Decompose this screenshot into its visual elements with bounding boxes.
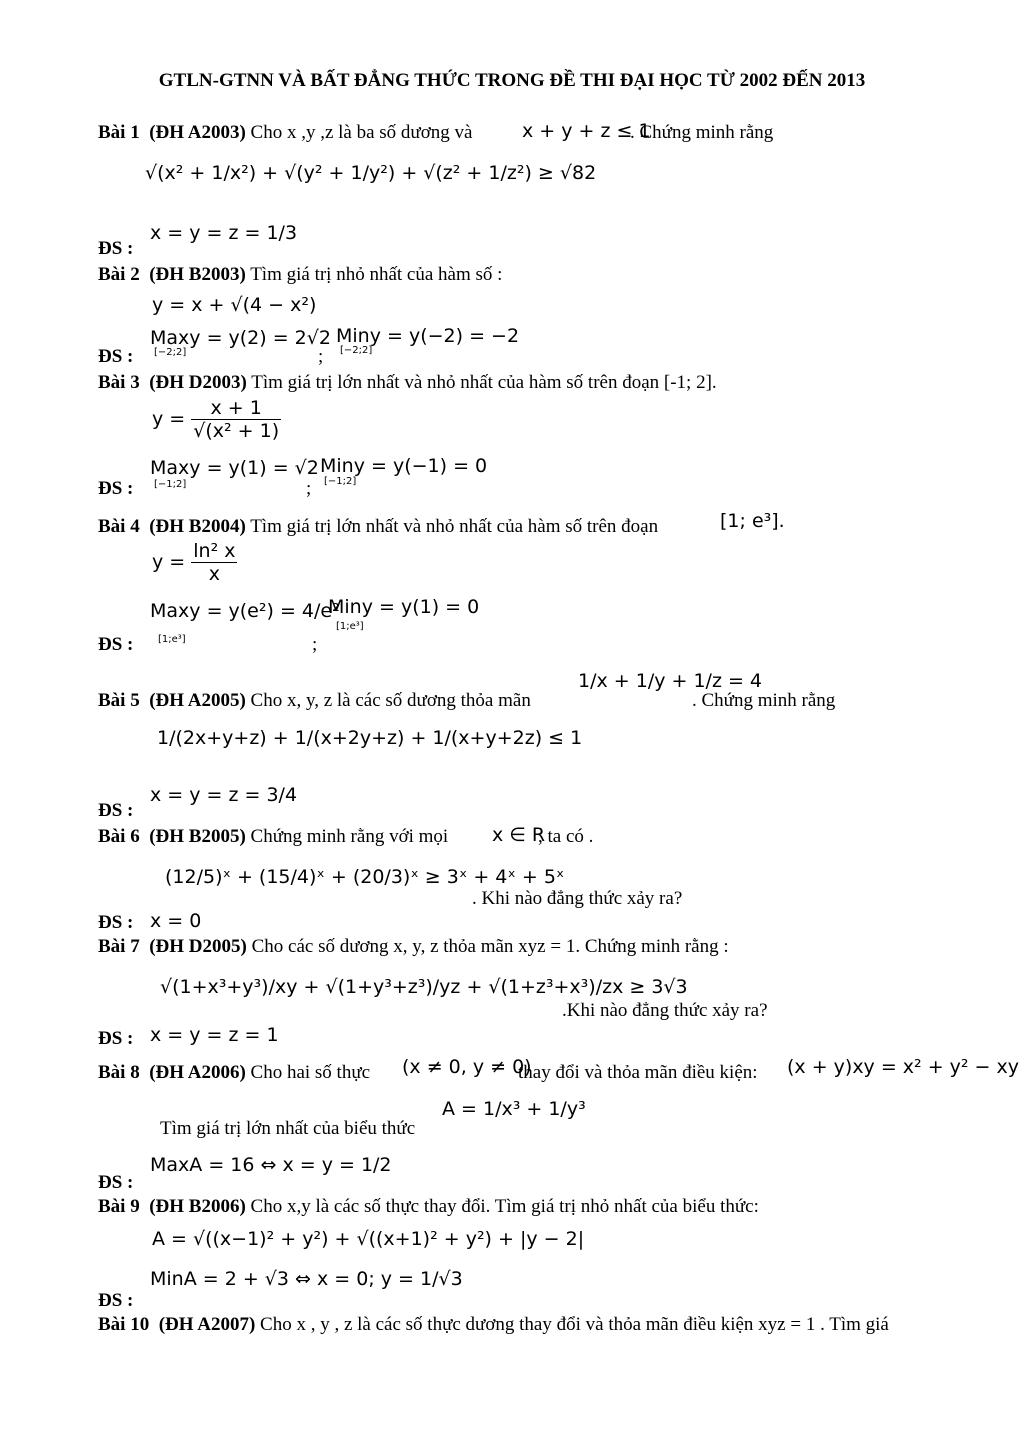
problem-4-interval-min: [1;e³] (336, 621, 364, 632)
problem-2-interval-min: [−2;2] (340, 345, 373, 356)
problem-3-answer-max: Maxy = y(1) = √2 (150, 457, 319, 479)
problem-5-condition: 1/x + 1/y + 1/z = 4 (578, 670, 763, 692)
problem-3-interval-min: [−1;2] (324, 476, 357, 487)
problem-10-statement: Bài 10 (ĐH A2007) Cho x , y , z là các số thực dương thay đổi và thỏa mãn điều kiện xyz = 1 . Tìm giá (98, 1314, 889, 1335)
problem-3-interval-max: [−1;2] (154, 479, 187, 490)
answer-label: ĐS : (98, 1172, 134, 1193)
answer-label: ĐS : (98, 634, 134, 655)
problem-5-formula: 1/(2x+y+z) + 1/(x+2y+z) + 1/(x+y+2z) ≤ 1 (157, 727, 583, 749)
problem-3-answer-min: Miny = y(−1) = 0 (320, 455, 488, 477)
problem-5-statement: Bài 5 (ĐH A2005) Cho x, y, z là các số dương thỏa mãn (98, 690, 531, 711)
problem-6-answer: x = 0 (150, 910, 202, 932)
problem-4-statement: Bài 4 (ĐH B2004) Tìm giá trị lớn nhất và nhỏ nhất của hàm số trên đoạn (98, 516, 659, 537)
problem-8-text3: Tìm giá trị lớn nhất của biểu thức (160, 1118, 416, 1139)
answer-label: ĐS : (98, 238, 134, 259)
problem-6-formula: (12/5)ˣ + (15/4)ˣ + (20/3)ˣ ≥ 3ˣ + 4ˣ + 5ˣ (165, 866, 565, 888)
problem-2-answer-max: Maxy = y(2) = 2√2 (150, 327, 331, 349)
problem-1-answer: x = y = z = 1/3 (150, 222, 298, 244)
problem-4-answer-max: Maxy = y(e²) = 4/e² (150, 600, 340, 622)
problem-3-statement: Bài 3 (ĐH D2003) Tìm giá trị lớn nhất và nhỏ nhất của hàm số trên đoạn [-1; 2]. (98, 372, 717, 393)
separator: ; (312, 634, 318, 655)
problem-4-formula: y = $\frac{\text{ln² x}}{x}$ (152, 540, 236, 585)
separator: ; (318, 346, 324, 367)
answer-label: ĐS : (98, 478, 134, 499)
problem-6-tail: . Khi nào đẳng thức xảy ra? (472, 888, 683, 909)
answer-label: ĐS : (98, 1290, 134, 1311)
problem-5-answer: x = y = z = 3/4 (150, 784, 298, 806)
problem-9-statement: Bài 9 (ĐH B2006) Cho x,y là các số thực thay đổi. Tìm giá trị nhỏ nhất của biểu thức: (98, 1196, 759, 1217)
problem-8-condition: (x ≠ 0, y ≠ 0) (402, 1056, 532, 1078)
answer-label: ĐS : (98, 800, 134, 821)
problem-4-answer-min: Miny = y(1) = 0 (328, 596, 480, 618)
answer-label: ĐS : (98, 912, 134, 933)
problem-2-formula: y = x + √(4 − x²) (152, 294, 317, 316)
problem-1-formula: √(x² + 1/x²) + √(y² + 1/y²) + √(z² + 1/z²) ≥ √82 (145, 162, 597, 184)
problem-4-interval-max: [1;e³] (158, 634, 186, 645)
problem-8-text2: thay đổi và thỏa mãn điều kiện: (518, 1062, 758, 1083)
problem-3-formula: y = $\frac{x + 1}{\text{√(x² + 1)}}$ (152, 397, 280, 442)
answer-label: ĐS : (98, 346, 134, 367)
problem-6-statement: Bài 6 (ĐH B2005) Chứng minh rằng với mọi (98, 826, 449, 847)
answer-label: ĐS : (98, 1028, 134, 1049)
problem-4-segment: [1; e³]. (720, 510, 785, 532)
problem-7-formula: √(1+x³+y³)/xy + √(1+y³+z³)/yz + √(1+z³+x³)/zx ≥ 3√3 (160, 976, 688, 998)
problem-7-tail: .Khi nào đẳng thức xảy ra? (562, 1000, 768, 1021)
problem-8-condition2: (x + y)xy = x² + y² − xy (787, 1056, 1020, 1078)
problem-8-answer: MaxA = 16 ⇔ x = y = 1/2 (150, 1154, 392, 1176)
problem-2-statement: Bài 2 (ĐH B2003) Tìm giá trị nhỏ nhất của hàm số : (98, 264, 503, 285)
problem-9-answer: MinA = 2 + √3 ⇔ x = 0; y = 1/√3 (150, 1268, 463, 1290)
separator: ; (306, 478, 312, 499)
problem-6-text2: , ta có . (538, 826, 594, 847)
problem-1-text2: . Chứng minh rằng (630, 122, 774, 143)
problem-6-condition: x ∈ R (492, 824, 546, 846)
problem-5-text2: . Chứng minh rằng (692, 690, 836, 711)
problem-9-formula: A = √((x−1)² + y²) + √((x+1)² + y²) + |y − 2| (152, 1228, 585, 1250)
problem-2-interval-max: [−2;2] (154, 347, 187, 358)
problem-7-answer: x = y = z = 1 (150, 1024, 279, 1046)
problem-1-condition: x + y + z ≤ 1 (522, 120, 651, 142)
problem-1-statement: Bài 1 (ĐH A2003) Cho x ,y ,z là ba số dương và (98, 122, 473, 143)
problem-8-formula: A = 1/x³ + 1/y³ (442, 1098, 586, 1120)
page-title: GTLN-GTNN VÀ BẤT ĐẲNG THỨC TRONG ĐỀ THI ĐẠI HỌC TỪ 2002 ĐẾN 2013 (158, 70, 866, 91)
problem-2-answer-min: Miny = y(−2) = −2 (336, 325, 520, 347)
problem-7-statement: Bài 7 (ĐH D2005) Cho các số dương x, y, z thỏa mãn xyz = 1. Chứng minh rằng : (98, 936, 729, 957)
problem-8-statement: Bài 8 (ĐH A2006) Cho hai số thực (98, 1062, 371, 1083)
